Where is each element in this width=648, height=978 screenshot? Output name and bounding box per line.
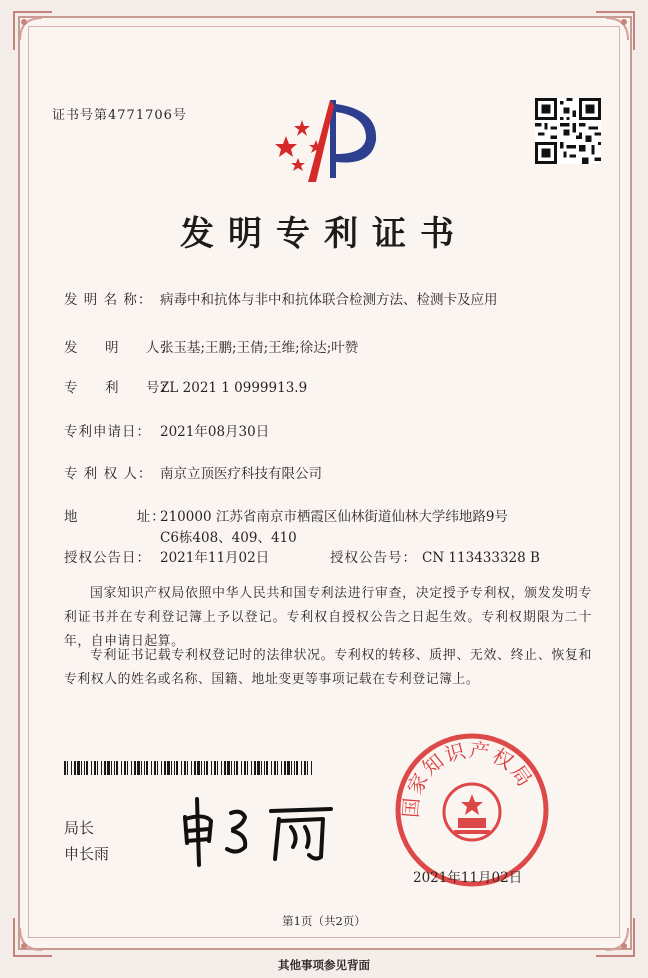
field-label: 专 利 号： <box>64 380 175 396</box>
barcode-bar <box>167 761 170 775</box>
barcode-bar <box>91 761 92 775</box>
barcode-bar <box>67 761 68 775</box>
barcode-bar <box>311 761 312 775</box>
barcode-bar <box>77 761 80 775</box>
barcode-bar <box>291 761 292 775</box>
cnipa-logo-icon <box>272 92 392 192</box>
barcode-bar <box>217 761 218 775</box>
barcode-bar <box>204 761 205 775</box>
barcode-bar <box>261 761 262 775</box>
barcode-bar <box>97 761 98 775</box>
field-inventors <box>64 338 590 359</box>
barcode-bar <box>264 761 265 775</box>
barcode-bar <box>257 761 260 775</box>
barcode-bar <box>187 761 188 775</box>
barcode-bar <box>101 761 102 775</box>
barcode-bar <box>287 761 290 775</box>
barcode-bar <box>244 761 246 775</box>
barcode-bar <box>144 761 145 775</box>
grant-info <box>64 548 540 569</box>
barcode-bar <box>157 761 158 775</box>
barcode-bar <box>301 761 302 775</box>
barcode-bar <box>184 761 186 775</box>
grant-number-label: 授权公告号： <box>330 550 417 566</box>
barcode-bar <box>247 761 248 775</box>
barcode-bar <box>176 761 178 775</box>
barcode-bar <box>214 761 216 775</box>
statement-paragraph: 国家知识产权局依照中华人民共和国专利法进行审查，决定授予专利权，颁发发明专利证书并在专利登记簿上予以登记。专利权自授权公告之日起生效。专利权期限为二十年，自申请日起算。 <box>64 586 592 649</box>
barcode-bar <box>181 761 182 775</box>
grant-date-value: 2021年11月02日 <box>160 550 270 566</box>
barcode-bar <box>241 761 242 775</box>
barcode-bar <box>86 761 88 775</box>
barcode-bar <box>111 761 112 775</box>
barcode-bar <box>161 761 162 775</box>
barcode-bar <box>201 761 202 775</box>
field-patent-number <box>64 378 590 399</box>
barcode-bar <box>231 761 232 775</box>
barcode-bar <box>104 761 106 775</box>
field-patentee <box>64 464 590 485</box>
corner-ornament-icon <box>12 10 54 52</box>
barcode-bar <box>284 761 286 775</box>
field-invention-name <box>64 290 590 311</box>
field-label: 专利申请日： <box>64 424 151 440</box>
barcode-bar <box>266 761 268 775</box>
barcode-bar <box>227 761 230 775</box>
barcode-bar <box>141 761 142 775</box>
barcode-bar <box>121 761 122 775</box>
barcode-bar <box>146 761 148 775</box>
field-value: 2021年08月30日 <box>160 424 270 440</box>
barcode-bar <box>254 761 256 775</box>
barcode-bar <box>107 761 110 775</box>
grant-date-label: 授权公告日： <box>64 550 151 566</box>
seal-text: 国家知识产权局 <box>398 737 539 819</box>
barcode-bar <box>271 761 272 775</box>
qr-code-icon <box>535 98 601 164</box>
field-address <box>64 507 520 549</box>
barcode-bar <box>151 761 152 775</box>
barcode-bar <box>114 761 115 775</box>
field-value: 南京立顶医疗科技有限公司 <box>160 466 322 482</box>
barcode-bar <box>174 761 175 775</box>
barcode-bar <box>164 761 166 775</box>
field-value: ZL 2021 1 0999913.9 <box>160 380 308 396</box>
barcode-bar <box>236 761 238 775</box>
barcode-bar <box>74 761 76 775</box>
barcode-bar <box>116 761 118 775</box>
signatory-name: 申长雨 <box>64 845 110 863</box>
barcode-bar <box>211 761 212 775</box>
barcode-bar <box>84 761 85 775</box>
barcode-bar <box>124 761 126 775</box>
barcode-bar <box>191 761 192 775</box>
page-number: 第1页（共2页） <box>282 914 366 928</box>
national-emblem-icon <box>444 784 500 840</box>
field-label: 发 明 名 称： <box>64 292 153 308</box>
handwritten-signature <box>175 791 340 867</box>
barcode-icon <box>64 760 314 774</box>
statement-paragraph: 专利证书记载专利权登记时的法律状况。专利权的转移、质押、无效、终止、恢复和专利权人的姓名或名称、国籍、地址变更等事项记载在专利登记簿上。 <box>64 648 592 687</box>
barcode-bar <box>224 761 226 775</box>
barcode-bar <box>304 761 306 775</box>
barcode-bar <box>81 761 82 775</box>
barcode-bar <box>131 761 132 775</box>
barcode-bar <box>307 761 308 775</box>
barcode-bar <box>197 761 200 775</box>
field-application-date <box>64 422 590 443</box>
barcode-bar <box>94 761 96 775</box>
signatory-title: 局长 <box>64 819 95 837</box>
barcode-bar <box>251 761 252 775</box>
field-label: 发 明 人： <box>64 340 175 356</box>
barcode-bar <box>194 761 196 775</box>
barcode-bar <box>221 761 222 775</box>
barcode-bar <box>154 761 156 775</box>
barcode-bar <box>137 761 140 775</box>
field-label: 专 利 权 人： <box>64 466 153 482</box>
seal-date: 2021年11月02日 <box>413 870 523 886</box>
field-label: 地 址： <box>64 509 166 525</box>
barcode-bar <box>127 761 128 775</box>
barcode-bar <box>277 761 278 775</box>
corner-ornament-icon <box>594 10 636 52</box>
barcode-bar <box>234 761 235 775</box>
barcode-bar <box>206 761 208 775</box>
barcode-bar <box>274 761 276 775</box>
grant-number-value: CN 113433328 B <box>422 550 540 566</box>
certificate-title: 发明专利证书 <box>180 214 468 254</box>
barcode-bar <box>171 761 172 775</box>
field-value: 病毒中和抗体与非中和抗体联合检测方法、检测卡及应用 <box>160 292 498 308</box>
barcode-bar <box>134 761 136 775</box>
barcode-bar <box>64 761 66 775</box>
certificate-number: 证书号第4771706号 <box>52 108 187 123</box>
footer-note: 其他事项参见背面 <box>278 958 370 972</box>
field-value: 张玉基;王鹏;王倩;王维;徐达;叶赞 <box>160 340 359 356</box>
barcode-bar <box>296 761 298 775</box>
field-value: 210000 江苏省南京市栖霞区仙林街道仙林大学纬地路9号C6栋408、409、410 <box>160 509 508 546</box>
barcode-bar <box>281 761 282 775</box>
barcode-bar <box>294 761 295 775</box>
barcode-bar <box>71 761 72 775</box>
